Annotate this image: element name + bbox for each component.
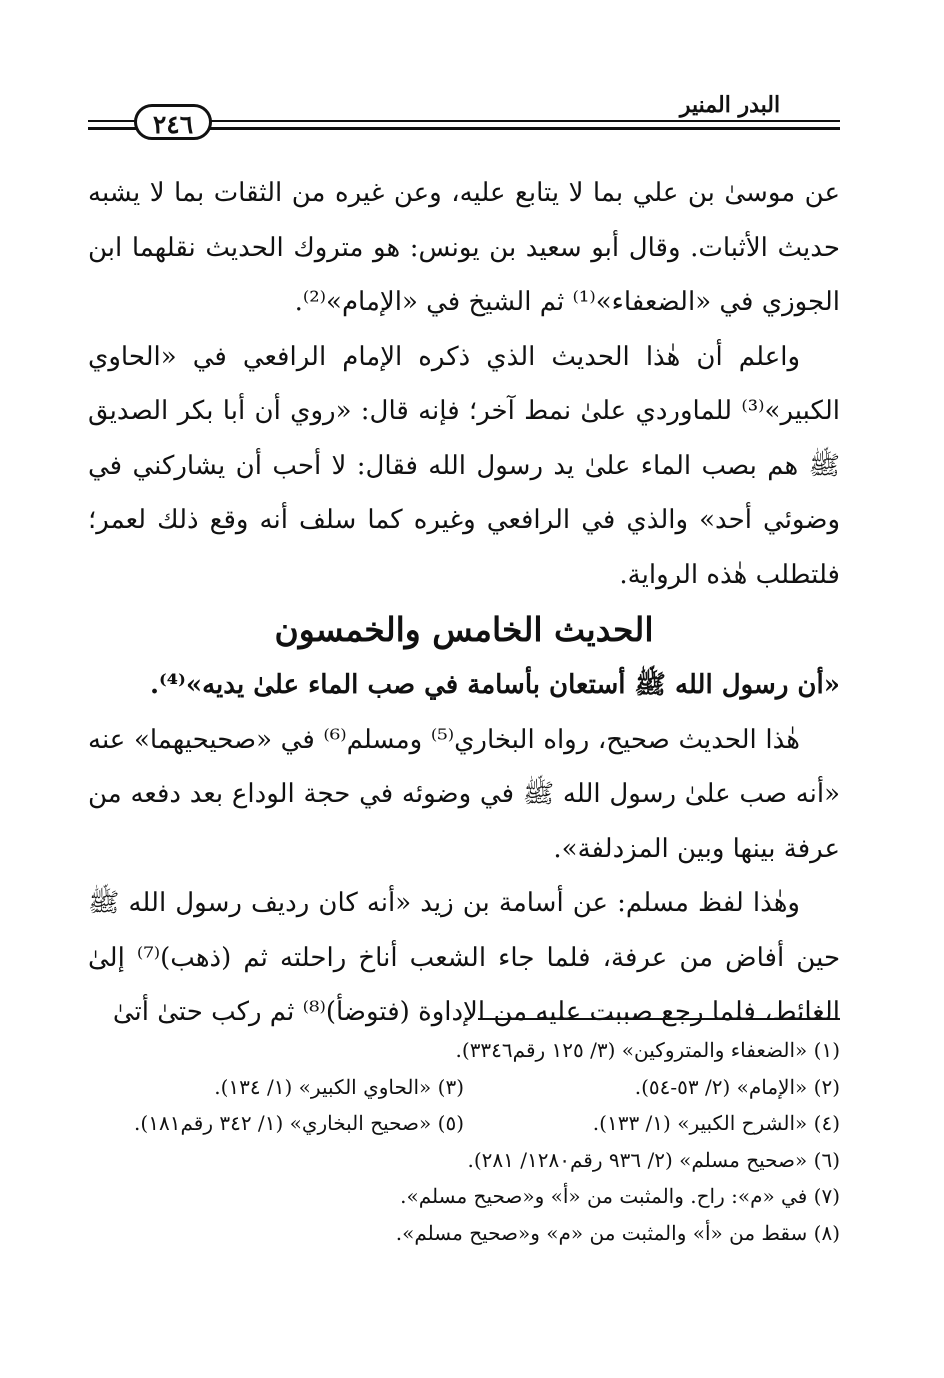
main-text: [88, 166, 840, 1040]
page-number-badge: ٢٤٦: [134, 104, 212, 140]
footnote: (١) «الضعفاء والمتروكين» (٣/ ١٢٥ رقم٣٣٤٦).: [455, 1038, 840, 1062]
hadith-text: «أن رسول الله ﷺ أستعان بأسامة في صب الماء علىٰ يديه»⁽⁴⁾.: [149, 670, 840, 700]
running-title: البدر المنير: [679, 92, 781, 118]
footnote-row: [88, 1215, 840, 1252]
section-heading: الحديث الخامس والخمسون: [274, 610, 654, 649]
footnote: (٣) «الحاوي الكبير» (١/ ١٣٤).: [214, 1074, 464, 1099]
footnote: (٢) «الإمام» (٢/ ٥٣-٥٤).: [634, 1074, 840, 1099]
paragraph: وهٰذا لفظ مسلم: عن أسامة بن زيد «أنه كان رديف رسول الله ﷺ حين أفاض من عرفة، فلما جاء الشعب أناخ راحلته ثم (ذهب)⁽⁷⁾ إلىٰ الغائط، فلما رجع صببت عليه من الإداوة (فتوضأ)⁽⁸⁾ ثم ركب حتىٰ أتىٰ: [88, 888, 841, 1027]
footnote-row: [88, 1178, 840, 1215]
paragraph: هٰذا الحديث صحيح، رواه البخاري⁽⁵⁾ ومسلم⁽⁶⁾ في «صحيحيهما» عنه «أنه صب علىٰ رسول الله ﷺ في وضوئه في حجة الوداع بعد دفعه من عرفة بينها وبين المزدلفة».: [88, 724, 840, 864]
page-header: [88, 84, 840, 144]
footnote: (٧) في «م»: راح. والمثبت من «أ» و«صحيح مسلم».: [400, 1184, 840, 1208]
footnotes: [88, 1032, 840, 1251]
footnote-separator: [478, 1018, 840, 1020]
footnote-row: [88, 1142, 840, 1179]
footnote-row: [88, 1032, 840, 1069]
footnote: (٤) «الشرح الكبير» (١/ ١٣٣).: [592, 1111, 840, 1135]
footnote: (٨) سقط من «أ» والمثبت من «م» و«صحيح مسلم».: [395, 1220, 840, 1245]
footnote: (٦) «صحيح مسلم» (٢/ ٩٣٦ رقم١٢٨٠/ ٢٨١).: [467, 1147, 840, 1172]
footnote: (٥) «صحيح البخاري» (١/ ٣٤٢ رقم١٨١).: [134, 1111, 464, 1135]
footnote-row: [88, 1069, 840, 1106]
paragraph: واعلم أن هٰذا الحديث الذي ذكره الإمام الرافعي في «الحاوي الكبير»⁽³⁾ للماوردي علىٰ نمط آخر؛ فإنه قال: «روي أن أبا بكر الصديق ﷺ هم بصب الماء علىٰ يد رسول الله فقال: لا أحب أن يشاركني في وضوئي أحد» والذي في الرافعي وغيره كما سلف أنه وقع ذلك لعمر؛ فلتطلب هٰذه الرواية.: [88, 341, 840, 590]
paragraph: عن موسىٰ بن علي بما لا يتابع عليه، وعن غيره من الثقات بما لا يشبه حديث الأثبات. وقال أبو سعيد بن يونس: هو متروك الحديث نقلهما ابن الجوزي في «الضعفاء»⁽¹⁾ ثم الشيخ في «الإمام»⁽²⁾.: [88, 178, 840, 317]
footnote-row: [88, 1105, 840, 1142]
